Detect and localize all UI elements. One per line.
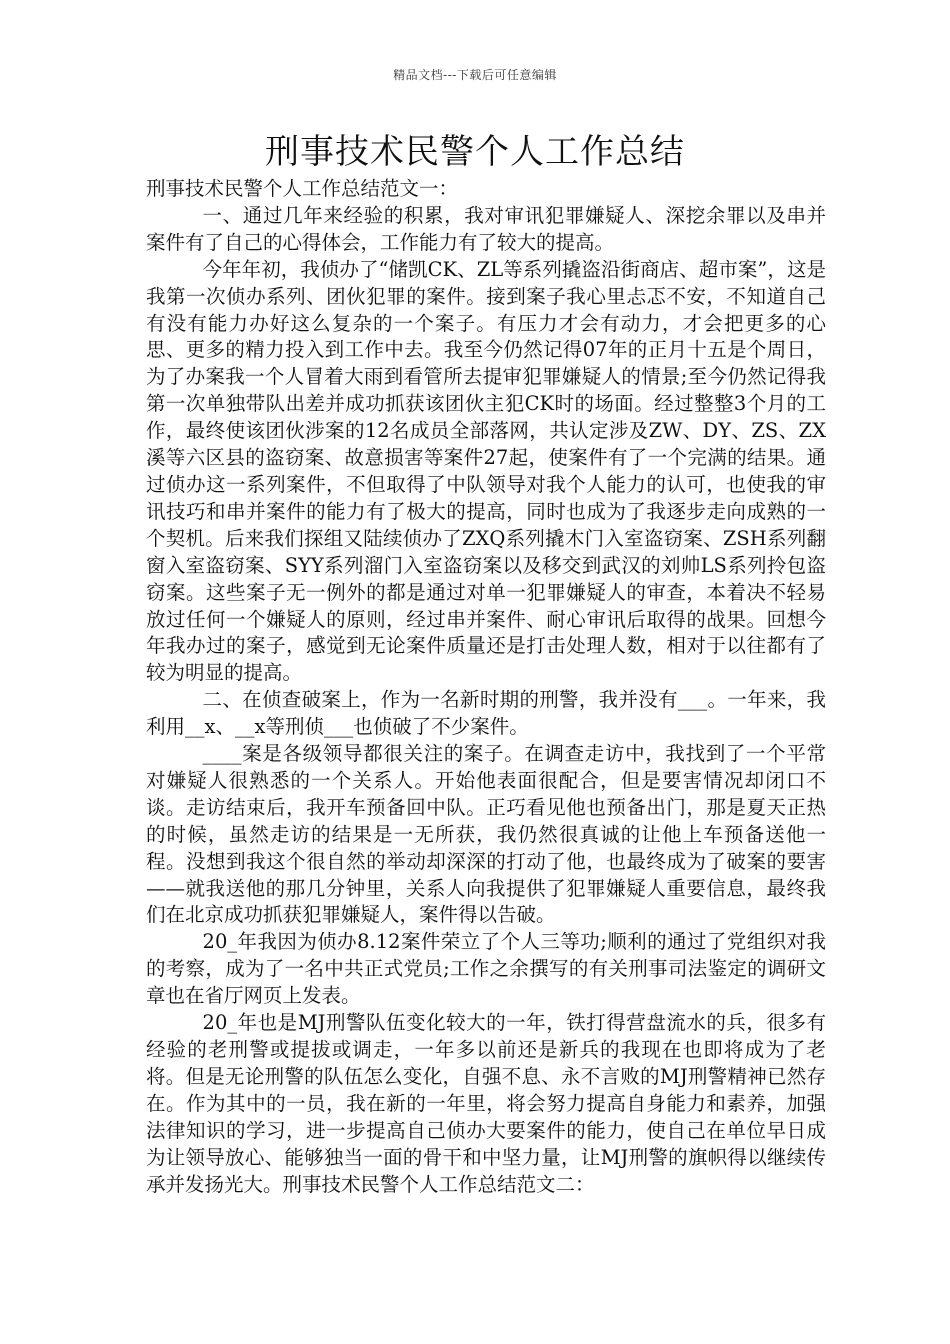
paragraph: 一、通过几年来经验的积累，我对审讯犯罪嫌疑人、深挖余罪以及串并案件有了自己的心得体会，工作能力有了较大的提高。 xyxy=(146,203,826,254)
paragraph: 今年年初，我侦办了“储凯CK、ZL等系列撬盗沿街商店、超市案”，这是我第一次侦办系列、团伙犯罪的案件。接到案子我心里忐忑不安，不知道自己有没有能力办好这么复杂的一个案子。有压力才会有动力，才会把更多的心思、更多的精力投入到工作中去。我至今仍然记得07年的正月十五是个周日，为了办案我一个人冒着大雨到看管所去提审犯罪嫌疑人的情景;至今仍然记得我第一次单独带队出差并成功抓获该团伙主犯CK时的场面。经过整整3个月的工作，最终使该团伙涉案的12名成员全部落网，共认定涉及ZW、DY、ZS、ZX溪等六区县的盗窃案、故意损害等案件27起，使案件有了一个完满的结果。通过侦办这一系列案件，不但取得了中队领导对我个人能力的认可，也使我的审讯技巧和串并案件的能力有了极大的提高，同时也成为了我逐步走向成熟的一个契机。后来我们探组又陆续侦办了ZXQ系列撬木门入室盗窃案、ZSH系列翻窗入室盗窃案、SYY系列溜门入室盗窃案以及移交到武汉的刘帅LS系列拎包盗窃案。这些案子无一例外的都是通过对单一犯罪嫌疑人的审查，本着决不轻易放过任何一个嫌疑人的原则，经过串并案件、耐心审讯后取得的战果。回想今年我办过的案子，感觉到无论案件质量还是打击处理人数，相对于以往都有了较为明显的提高。 xyxy=(146,257,826,685)
section-heading: 刑事技术民警个人工作总结范文一： xyxy=(146,177,459,200)
page-header: 精品文档---下载后可任意编辑 xyxy=(393,68,557,82)
paragraph: 20_年也是MJ刑警队伍变化较大的一年，铁打得营盘流水的兵，很多有经验的老刑警或提拔或调走，一年多以前还是新兵的我现在也即将成为了老将。但是无论刑警的队伍怎么变化，自强不息、永不言败的MJ刑警精神已然存在。作为其中的一员，我在新的一年里，将会努力提高自身能力和素养，加强法律知识的学习，进一步提高自己侦办大要案件的能力，使自己在单位早日成为让领导放心、能够独当一面的骨干和中坚力量，让MJ刑警的旗帜得以继续传承并发扬光大。刑事技术民警个人工作总结范文二： xyxy=(146,1011,826,1196)
paragraph: 20_年我因为侦办8.12案件荣立了个人三等功;顺利的通过了党组织对我的考察，成为了一名中共正式党员;工作之余撰写的有关刑事司法鉴定的调研文章也在省厅网页上发表。 xyxy=(146,930,826,1008)
document-title: 刑事技术民警个人工作总结 xyxy=(265,132,685,172)
document-body xyxy=(146,176,826,1198)
paragraph: ____案是各级领导都很关注的案子。在调查走访中，我找到了一个平常对嫌疑人很熟悉的一个关系人。开始他表面很配合，但是要害情况却闭口不谈。走访结束后，我开车预备回中队。正巧看见他也预备出门，那是夏天正热的时候，虽然走访的结果是一无所获，我仍然很真诚的让他上车预备送他一程。没想到我这个很自然的举动却深深的打动了他，也最终成为了破案的要害——就我送他的那几分钟里，关系人向我提供了犯罪嫌疑人重要信息，最终我们在北京成功抓获犯罪嫌疑人，案件得以告破。 xyxy=(146,742,826,927)
paragraph: 二、在侦查破案上，作为一名新时期的刑警，我并没有___。一年来，我利用__x、__x等刑侦___也侦破了不少案件。 xyxy=(146,688,826,739)
